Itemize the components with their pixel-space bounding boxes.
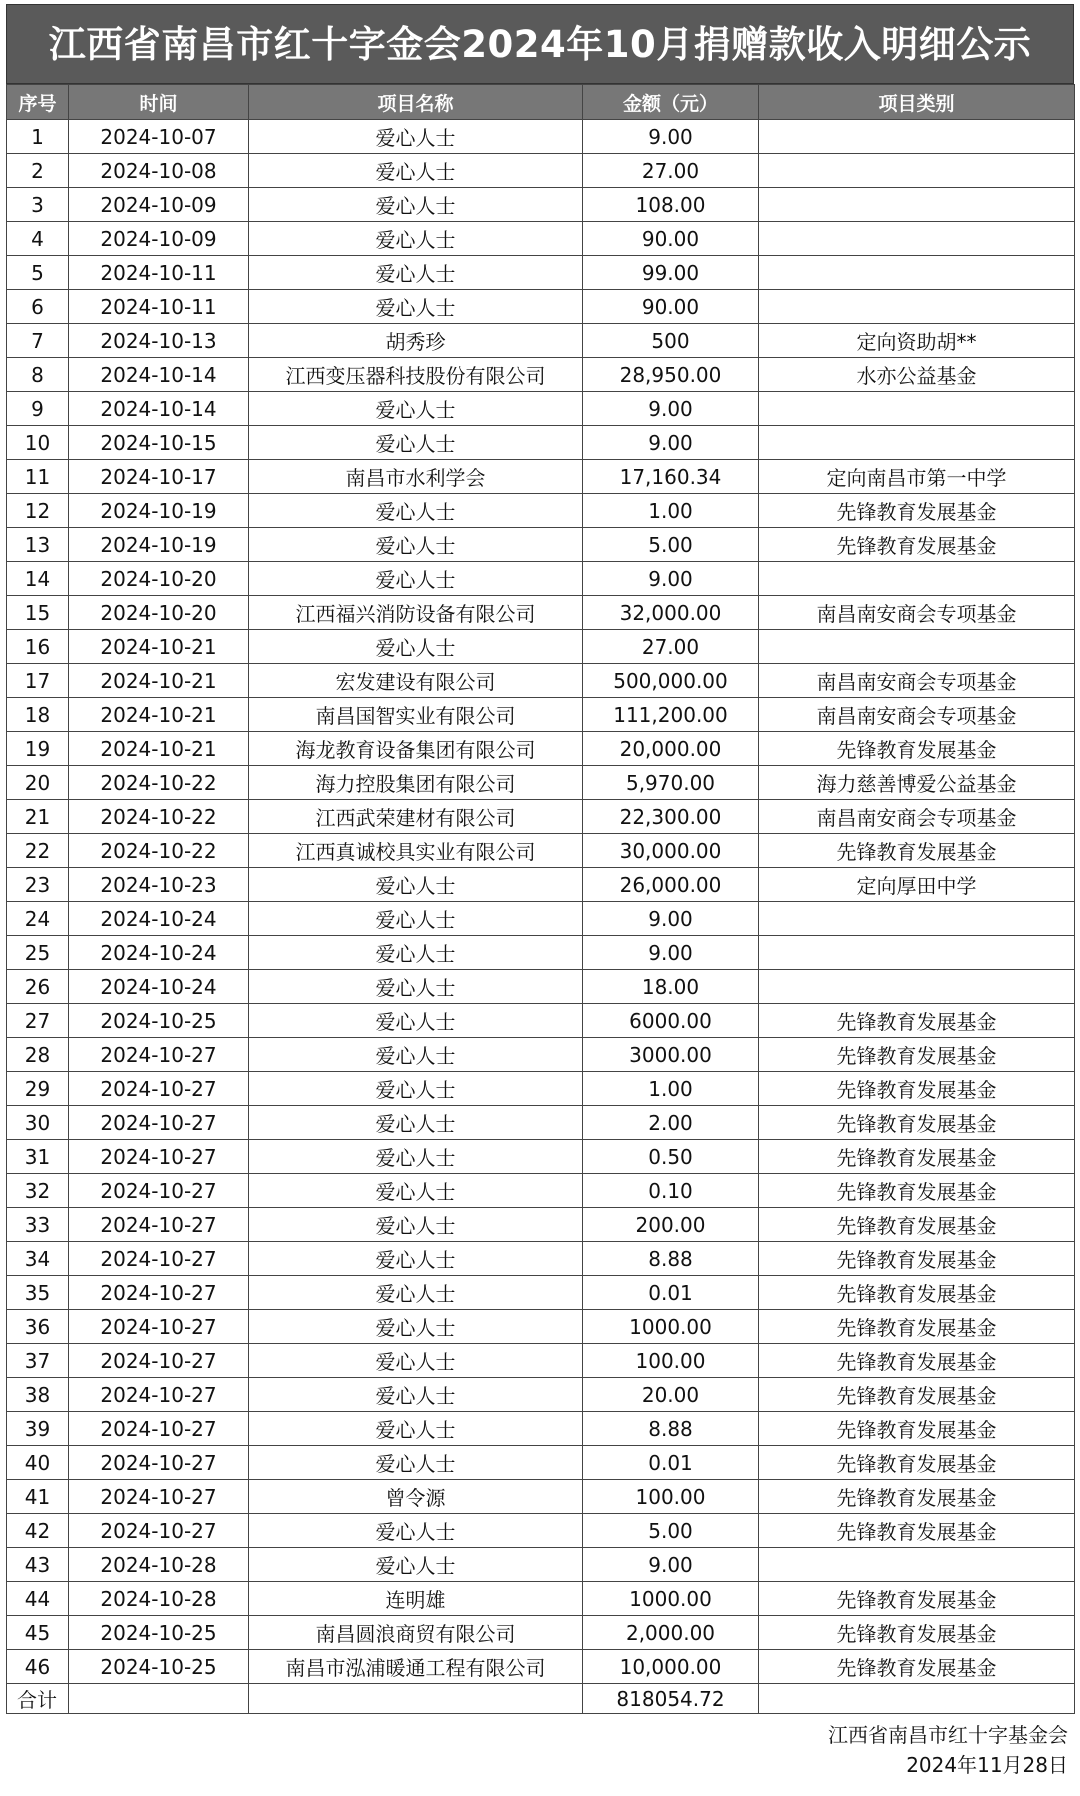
table-row <box>7 154 1075 188</box>
cell-project-name: 爱心人士 <box>249 1106 583 1140</box>
cell-index: 13 <box>7 528 69 562</box>
header-index: 序号 <box>7 85 69 120</box>
table-row <box>7 324 1075 358</box>
cell-index: 46 <box>7 1650 69 1684</box>
cell-category <box>759 120 1075 154</box>
cell-project-name: 爱心人士 <box>249 1038 583 1072</box>
cell-project-name: 爱心人士 <box>249 1548 583 1582</box>
cell-index: 32 <box>7 1174 69 1208</box>
cell-index: 17 <box>7 664 69 698</box>
cell-amount: 200.00 <box>583 1208 759 1242</box>
cell-category: 先锋教育发展基金 <box>759 1106 1075 1140</box>
page-title: 江西省南昌市红十字金会2024年10月捐赠款收入明细公示 <box>6 4 1074 84</box>
cell-index: 30 <box>7 1106 69 1140</box>
table-footer <box>7 1684 1075 1714</box>
cell-category <box>759 970 1075 1004</box>
cell-project-name: 爱心人士 <box>249 1378 583 1412</box>
cell-category <box>759 392 1075 426</box>
table-row <box>7 256 1075 290</box>
table-row <box>7 460 1075 494</box>
cell-project-name: 爱心人士 <box>249 222 583 256</box>
table-row <box>7 1344 1075 1378</box>
cell-project-name: 胡秀珍 <box>249 324 583 358</box>
cell-index: 37 <box>7 1344 69 1378</box>
cell-index: 18 <box>7 698 69 732</box>
cell-category <box>759 188 1075 222</box>
cell-index: 24 <box>7 902 69 936</box>
cell-amount: 9.00 <box>583 936 759 970</box>
cell-date: 2024-10-14 <box>69 358 249 392</box>
cell-project-name: 爱心人士 <box>249 868 583 902</box>
cell-amount: 100.00 <box>583 1480 759 1514</box>
cell-category <box>759 290 1075 324</box>
cell-index: 19 <box>7 732 69 766</box>
cell-category: 先锋教育发展基金 <box>759 1480 1075 1514</box>
total-empty-cell <box>249 1684 583 1714</box>
cell-project-name: 江西武荣建材有限公司 <box>249 800 583 834</box>
cell-category: 先锋教育发展基金 <box>759 1038 1075 1072</box>
cell-date: 2024-10-27 <box>69 1480 249 1514</box>
cell-amount: 9.00 <box>583 1548 759 1582</box>
cell-category: 先锋教育发展基金 <box>759 834 1075 868</box>
cell-index: 44 <box>7 1582 69 1616</box>
cell-date: 2024-10-23 <box>69 868 249 902</box>
table-row <box>7 392 1075 426</box>
cell-index: 36 <box>7 1310 69 1344</box>
cell-index: 3 <box>7 188 69 222</box>
cell-category: 先锋教育发展基金 <box>759 1412 1075 1446</box>
cell-project-name: 江西真诚校具实业有限公司 <box>249 834 583 868</box>
cell-project-name: 连明雄 <box>249 1582 583 1616</box>
table-row <box>7 1106 1075 1140</box>
cell-project-name: 南昌圆浪商贸有限公司 <box>249 1616 583 1650</box>
cell-category: 先锋教育发展基金 <box>759 1174 1075 1208</box>
cell-amount: 500,000.00 <box>583 664 759 698</box>
cell-date: 2024-10-11 <box>69 290 249 324</box>
cell-category <box>759 936 1075 970</box>
table-row <box>7 902 1075 936</box>
cell-date: 2024-10-13 <box>69 324 249 358</box>
cell-index: 8 <box>7 358 69 392</box>
cell-index: 40 <box>7 1446 69 1480</box>
cell-date: 2024-10-24 <box>69 970 249 1004</box>
cell-date: 2024-10-21 <box>69 630 249 664</box>
cell-amount: 28,950.00 <box>583 358 759 392</box>
cell-category: 南昌南安商会专项基金 <box>759 596 1075 630</box>
cell-amount: 5,970.00 <box>583 766 759 800</box>
table-row <box>7 596 1075 630</box>
cell-amount: 2,000.00 <box>583 1616 759 1650</box>
cell-amount: 8.88 <box>583 1412 759 1446</box>
table-row <box>7 222 1075 256</box>
cell-amount: 1000.00 <box>583 1582 759 1616</box>
cell-index: 26 <box>7 970 69 1004</box>
cell-index: 34 <box>7 1242 69 1276</box>
cell-index: 9 <box>7 392 69 426</box>
table-row <box>7 1616 1075 1650</box>
cell-project-name: 爱心人士 <box>249 290 583 324</box>
cell-project-name: 爱心人士 <box>249 256 583 290</box>
total-amount: 818054.72 <box>583 1684 759 1714</box>
cell-project-name: 爱心人士 <box>249 1004 583 1038</box>
cell-date: 2024-10-17 <box>69 460 249 494</box>
cell-project-name: 南昌国智实业有限公司 <box>249 698 583 732</box>
cell-category: 先锋教育发展基金 <box>759 1514 1075 1548</box>
cell-category: 水亦公益基金 <box>759 358 1075 392</box>
cell-category <box>759 630 1075 664</box>
table-row <box>7 1140 1075 1174</box>
cell-category <box>759 154 1075 188</box>
cell-index: 23 <box>7 868 69 902</box>
cell-date: 2024-10-19 <box>69 528 249 562</box>
cell-date: 2024-10-27 <box>69 1446 249 1480</box>
table-row <box>7 1480 1075 1514</box>
cell-index: 21 <box>7 800 69 834</box>
cell-index: 45 <box>7 1616 69 1650</box>
cell-date: 2024-10-15 <box>69 426 249 460</box>
cell-amount: 0.50 <box>583 1140 759 1174</box>
cell-date: 2024-10-20 <box>69 596 249 630</box>
cell-date: 2024-10-09 <box>69 222 249 256</box>
cell-amount: 111,200.00 <box>583 698 759 732</box>
cell-amount: 0.01 <box>583 1446 759 1480</box>
table-row <box>7 1208 1075 1242</box>
table-row <box>7 1242 1075 1276</box>
cell-project-name: 江西福兴消防设备有限公司 <box>249 596 583 630</box>
table-row <box>7 290 1075 324</box>
cell-category: 先锋教育发展基金 <box>759 1650 1075 1684</box>
table-row <box>7 188 1075 222</box>
cell-index: 4 <box>7 222 69 256</box>
cell-category: 先锋教育发展基金 <box>759 1208 1075 1242</box>
cell-amount: 1.00 <box>583 494 759 528</box>
cell-project-name: 爱心人士 <box>249 494 583 528</box>
cell-category: 海力慈善博爱公益基金 <box>759 766 1075 800</box>
cell-project-name: 爱心人士 <box>249 1174 583 1208</box>
cell-index: 7 <box>7 324 69 358</box>
cell-category <box>759 902 1075 936</box>
cell-category: 南昌南安商会专项基金 <box>759 664 1075 698</box>
cell-date: 2024-10-14 <box>69 392 249 426</box>
table-row <box>7 1004 1075 1038</box>
cell-amount: 27.00 <box>583 630 759 664</box>
cell-date: 2024-10-25 <box>69 1616 249 1650</box>
cell-project-name: 爱心人士 <box>249 392 583 426</box>
cell-date: 2024-10-21 <box>69 664 249 698</box>
cell-project-name: 爱心人士 <box>249 1446 583 1480</box>
cell-category: 先锋教育发展基金 <box>759 1344 1075 1378</box>
cell-date: 2024-10-20 <box>69 562 249 596</box>
table-row <box>7 426 1075 460</box>
cell-project-name: 爱心人士 <box>249 154 583 188</box>
header-row <box>7 85 1075 120</box>
cell-date: 2024-10-27 <box>69 1310 249 1344</box>
cell-amount: 3000.00 <box>583 1038 759 1072</box>
table-row <box>7 630 1075 664</box>
cell-date: 2024-10-22 <box>69 800 249 834</box>
header-date: 时间 <box>69 85 249 120</box>
cell-amount: 30,000.00 <box>583 834 759 868</box>
cell-project-name: 江西变压器科技股份有限公司 <box>249 358 583 392</box>
cell-date: 2024-10-11 <box>69 256 249 290</box>
table-row <box>7 1650 1075 1684</box>
cell-project-name: 爱心人士 <box>249 188 583 222</box>
cell-category: 南昌南安商会专项基金 <box>759 698 1075 732</box>
cell-date: 2024-10-28 <box>69 1582 249 1616</box>
cell-index: 27 <box>7 1004 69 1038</box>
cell-amount: 10,000.00 <box>583 1650 759 1684</box>
cell-index: 12 <box>7 494 69 528</box>
table-row <box>7 1446 1075 1480</box>
cell-date: 2024-10-27 <box>69 1344 249 1378</box>
table-row <box>7 528 1075 562</box>
cell-amount: 26,000.00 <box>583 868 759 902</box>
cell-project-name: 曾令源 <box>249 1480 583 1514</box>
cell-amount: 100.00 <box>583 1344 759 1378</box>
table-row <box>7 936 1075 970</box>
cell-index: 1 <box>7 120 69 154</box>
cell-amount: 22,300.00 <box>583 800 759 834</box>
cell-amount: 9.00 <box>583 562 759 596</box>
cell-index: 20 <box>7 766 69 800</box>
cell-category: 先锋教育发展基金 <box>759 528 1075 562</box>
cell-index: 42 <box>7 1514 69 1548</box>
cell-category: 定向厚田中学 <box>759 868 1075 902</box>
cell-index: 33 <box>7 1208 69 1242</box>
cell-amount: 20.00 <box>583 1378 759 1412</box>
table-row <box>7 494 1075 528</box>
cell-amount: 0.10 <box>583 1174 759 1208</box>
cell-project-name: 爱心人士 <box>249 970 583 1004</box>
cell-date: 2024-10-09 <box>69 188 249 222</box>
cell-amount: 9.00 <box>583 902 759 936</box>
cell-date: 2024-10-27 <box>69 1514 249 1548</box>
cell-category: 先锋教育发展基金 <box>759 1616 1075 1650</box>
cell-amount: 32,000.00 <box>583 596 759 630</box>
cell-date: 2024-10-22 <box>69 766 249 800</box>
table-header <box>7 85 1075 120</box>
table-row <box>7 358 1075 392</box>
cell-date: 2024-10-27 <box>69 1242 249 1276</box>
cell-date: 2024-10-27 <box>69 1412 249 1446</box>
cell-amount: 90.00 <box>583 290 759 324</box>
cell-project-name: 爱心人士 <box>249 1344 583 1378</box>
cell-date: 2024-10-24 <box>69 936 249 970</box>
cell-project-name: 海龙教育设备集团有限公司 <box>249 732 583 766</box>
cell-amount: 500 <box>583 324 759 358</box>
cell-date: 2024-10-22 <box>69 834 249 868</box>
cell-project-name: 爱心人士 <box>249 1276 583 1310</box>
cell-index: 31 <box>7 1140 69 1174</box>
cell-amount: 9.00 <box>583 120 759 154</box>
cell-category: 先锋教育发展基金 <box>759 1582 1075 1616</box>
cell-index: 14 <box>7 562 69 596</box>
cell-category: 先锋教育发展基金 <box>759 1310 1075 1344</box>
cell-project-name: 宏发建设有限公司 <box>249 664 583 698</box>
cell-index: 25 <box>7 936 69 970</box>
cell-project-name: 爱心人士 <box>249 426 583 460</box>
cell-category <box>759 1548 1075 1582</box>
cell-project-name: 南昌市泓浦暖通工程有限公司 <box>249 1650 583 1684</box>
cell-index: 41 <box>7 1480 69 1514</box>
table-row <box>7 1310 1075 1344</box>
cell-category <box>759 256 1075 290</box>
cell-amount: 99.00 <box>583 256 759 290</box>
cell-project-name: 爱心人士 <box>249 936 583 970</box>
cell-date: 2024-10-27 <box>69 1208 249 1242</box>
cell-amount: 0.01 <box>583 1276 759 1310</box>
total-label: 合计 <box>7 1684 69 1714</box>
cell-project-name: 爱心人士 <box>249 528 583 562</box>
cell-date: 2024-10-19 <box>69 494 249 528</box>
cell-date: 2024-10-07 <box>69 120 249 154</box>
cell-project-name: 爱心人士 <box>249 1242 583 1276</box>
table-row <box>7 120 1075 154</box>
cell-index: 15 <box>7 596 69 630</box>
cell-amount: 27.00 <box>583 154 759 188</box>
cell-project-name: 爱心人士 <box>249 1412 583 1446</box>
donation-table <box>6 84 1075 1714</box>
table-row <box>7 1038 1075 1072</box>
cell-date: 2024-10-08 <box>69 154 249 188</box>
cell-index: 29 <box>7 1072 69 1106</box>
table-row <box>7 800 1075 834</box>
cell-date: 2024-10-24 <box>69 902 249 936</box>
cell-category: 先锋教育发展基金 <box>759 1378 1075 1412</box>
table-row <box>7 732 1075 766</box>
cell-amount: 17,160.34 <box>583 460 759 494</box>
total-empty-cell <box>69 1684 249 1714</box>
cell-date: 2024-10-27 <box>69 1378 249 1412</box>
cell-amount: 1.00 <box>583 1072 759 1106</box>
cell-index: 6 <box>7 290 69 324</box>
cell-project-name: 爱心人士 <box>249 1514 583 1548</box>
cell-index: 5 <box>7 256 69 290</box>
cell-category <box>759 222 1075 256</box>
cell-index: 11 <box>7 460 69 494</box>
cell-index: 16 <box>7 630 69 664</box>
table-row <box>7 1514 1075 1548</box>
cell-category <box>759 426 1075 460</box>
cell-date: 2024-10-27 <box>69 1106 249 1140</box>
table-row <box>7 970 1075 1004</box>
cell-index: 35 <box>7 1276 69 1310</box>
cell-category: 定向南昌市第一中学 <box>759 460 1075 494</box>
cell-date: 2024-10-27 <box>69 1072 249 1106</box>
cell-index: 43 <box>7 1548 69 1582</box>
cell-amount: 2.00 <box>583 1106 759 1140</box>
cell-amount: 8.88 <box>583 1242 759 1276</box>
cell-project-name: 爱心人士 <box>249 120 583 154</box>
table-row <box>7 1582 1075 1616</box>
table-row <box>7 698 1075 732</box>
cell-date: 2024-10-21 <box>69 732 249 766</box>
cell-category: 定向资助胡** <box>759 324 1075 358</box>
cell-category: 南昌南安商会专项基金 <box>759 800 1075 834</box>
cell-amount: 20,000.00 <box>583 732 759 766</box>
cell-amount: 18.00 <box>583 970 759 1004</box>
cell-category: 先锋教育发展基金 <box>759 1004 1075 1038</box>
table-row <box>7 1548 1075 1582</box>
cell-project-name: 爱心人士 <box>249 902 583 936</box>
cell-project-name: 爱心人士 <box>249 1310 583 1344</box>
cell-amount: 9.00 <box>583 426 759 460</box>
table-row <box>7 834 1075 868</box>
table-row <box>7 1378 1075 1412</box>
cell-date: 2024-10-27 <box>69 1276 249 1310</box>
table-row <box>7 1174 1075 1208</box>
table-row <box>7 766 1075 800</box>
cell-index: 10 <box>7 426 69 460</box>
cell-category: 先锋教育发展基金 <box>759 1072 1075 1106</box>
cell-date: 2024-10-25 <box>69 1004 249 1038</box>
table-row <box>7 562 1075 596</box>
cell-amount: 6000.00 <box>583 1004 759 1038</box>
header-project-name: 项目名称 <box>249 85 583 120</box>
cell-project-name: 爱心人士 <box>249 562 583 596</box>
cell-project-name: 爱心人士 <box>249 1208 583 1242</box>
cell-category: 先锋教育发展基金 <box>759 1446 1075 1480</box>
cell-amount: 9.00 <box>583 392 759 426</box>
footer-signature <box>828 1720 1068 1780</box>
header-amount: 金额（元） <box>583 85 759 120</box>
footer-org: 江西省南昌市红十字基金会 <box>828 1723 1068 1747</box>
cell-date: 2024-10-21 <box>69 698 249 732</box>
footer-date: 2024年11月28日 <box>906 1753 1068 1777</box>
cell-amount: 108.00 <box>583 188 759 222</box>
table-row <box>7 868 1075 902</box>
cell-project-name: 爱心人士 <box>249 1140 583 1174</box>
table-body <box>7 120 1075 1684</box>
cell-date: 2024-10-27 <box>69 1174 249 1208</box>
total-empty-cell <box>759 1684 1075 1714</box>
cell-amount: 90.00 <box>583 222 759 256</box>
cell-project-name: 南昌市水利学会 <box>249 460 583 494</box>
cell-category: 先锋教育发展基金 <box>759 1276 1075 1310</box>
total-row <box>7 1684 1075 1714</box>
cell-date: 2024-10-27 <box>69 1140 249 1174</box>
cell-amount: 5.00 <box>583 528 759 562</box>
cell-date: 2024-10-27 <box>69 1038 249 1072</box>
cell-project-name: 爱心人士 <box>249 1072 583 1106</box>
table-row <box>7 1072 1075 1106</box>
cell-index: 28 <box>7 1038 69 1072</box>
table-row <box>7 1412 1075 1446</box>
cell-amount: 5.00 <box>583 1514 759 1548</box>
cell-date: 2024-10-25 <box>69 1650 249 1684</box>
cell-date: 2024-10-28 <box>69 1548 249 1582</box>
cell-index: 2 <box>7 154 69 188</box>
cell-index: 22 <box>7 834 69 868</box>
cell-index: 39 <box>7 1412 69 1446</box>
cell-category: 先锋教育发展基金 <box>759 732 1075 766</box>
cell-category: 先锋教育发展基金 <box>759 494 1075 528</box>
table-row <box>7 664 1075 698</box>
header-category: 项目类别 <box>759 85 1075 120</box>
cell-category: 先锋教育发展基金 <box>759 1140 1075 1174</box>
cell-amount: 1000.00 <box>583 1310 759 1344</box>
cell-category: 先锋教育发展基金 <box>759 1242 1075 1276</box>
cell-index: 38 <box>7 1378 69 1412</box>
cell-project-name: 爱心人士 <box>249 630 583 664</box>
table-row <box>7 1276 1075 1310</box>
donation-sheet <box>6 4 1074 1714</box>
cell-category <box>759 562 1075 596</box>
cell-project-name: 海力控股集团有限公司 <box>249 766 583 800</box>
